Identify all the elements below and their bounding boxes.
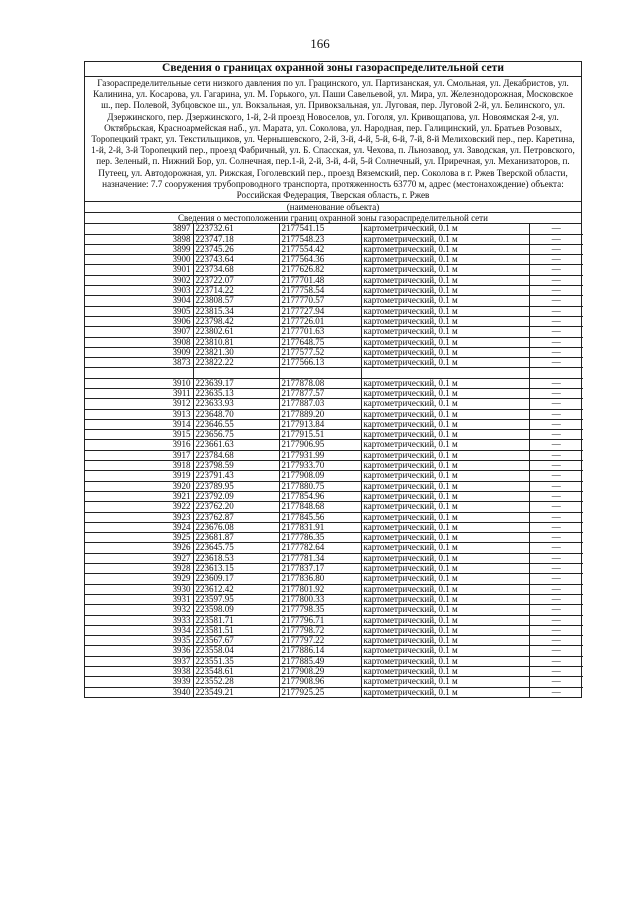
dash-cell: — [529, 461, 583, 471]
table-row [85, 553, 583, 563]
method-cell: картометрический, 0.1 м [361, 625, 529, 635]
table-row [85, 461, 583, 471]
method-cell: картометрический, 0.1 м [361, 481, 529, 491]
method-cell: картометрический, 0.1 м [361, 265, 529, 275]
y-coordinate-cell: 2177931.99 [279, 450, 361, 460]
y-coordinate-cell: 2177727.94 [279, 306, 361, 316]
dash-cell: — [529, 533, 583, 543]
y-coordinate-cell: 2177836.80 [279, 574, 361, 584]
x-coordinate-cell: 223714.22 [193, 286, 279, 296]
dash-cell: — [529, 667, 583, 677]
table-row [85, 574, 583, 584]
x-coordinate-cell: 223656.75 [193, 430, 279, 440]
table-row [85, 224, 583, 234]
table-row [85, 533, 583, 543]
dash-cell: — [529, 347, 583, 357]
method-cell: картометрический, 0.1 м [361, 615, 529, 625]
table-row [85, 255, 583, 265]
y-coordinate-cell: 2177798.72 [279, 625, 361, 635]
dash-cell: — [529, 481, 583, 491]
table-row [85, 440, 583, 450]
table-row [85, 378, 583, 388]
point-number-cell: 3916 [85, 440, 193, 450]
dash-cell: — [529, 605, 583, 615]
dash-cell: — [529, 687, 583, 697]
dash-cell: — [529, 316, 583, 326]
method-cell: картометрический, 0.1 м [361, 316, 529, 326]
point-number-cell: 3931 [85, 594, 193, 604]
point-number-cell: 3908 [85, 337, 193, 347]
x-coordinate-cell: 223798.59 [193, 461, 279, 471]
method-cell: картометрический, 0.1 м [361, 337, 529, 347]
table-row [85, 594, 583, 604]
x-coordinate-cell: 223676.08 [193, 522, 279, 532]
point-number-cell: 3930 [85, 584, 193, 594]
table-row [85, 502, 583, 512]
table-row [85, 481, 583, 491]
dash-cell: — [529, 440, 583, 450]
dash-cell: — [529, 244, 583, 254]
x-coordinate-cell: 223762.20 [193, 502, 279, 512]
point-number-cell: 3917 [85, 450, 193, 460]
point-number-cell: 3915 [85, 430, 193, 440]
point-number-cell: 3937 [85, 656, 193, 666]
point-number-cell: 3897 [85, 224, 193, 234]
x-coordinate-cell: 223745.26 [193, 244, 279, 254]
method-cell: картометрический, 0.1 м [361, 419, 529, 429]
table-row [85, 296, 583, 306]
x-coordinate-cell: 223798.42 [193, 316, 279, 326]
y-coordinate-cell: 2177915.51 [279, 430, 361, 440]
point-number-cell: 3912 [85, 399, 193, 409]
dash-cell: — [529, 234, 583, 244]
x-coordinate-cell: 223762.87 [193, 512, 279, 522]
y-coordinate-cell: 2177577.52 [279, 347, 361, 357]
x-coordinate-cell: 223633.93 [193, 399, 279, 409]
empty-cell [279, 368, 361, 378]
method-cell: картометрический, 0.1 м [361, 430, 529, 440]
dash-cell: — [529, 378, 583, 388]
table-row [85, 316, 583, 326]
dash-cell: — [529, 296, 583, 306]
method-cell: картометрический, 0.1 м [361, 234, 529, 244]
dash-cell: — [529, 543, 583, 553]
dash-cell: — [529, 265, 583, 275]
dash-cell: — [529, 636, 583, 646]
dash-cell: — [529, 419, 583, 429]
method-cell: картометрический, 0.1 м [361, 378, 529, 388]
dash-cell: — [529, 522, 583, 532]
method-cell: картометрический, 0.1 м [361, 224, 529, 234]
method-cell: картометрический, 0.1 м [361, 286, 529, 296]
dash-cell: — [529, 275, 583, 285]
x-coordinate-cell: 223661.63 [193, 440, 279, 450]
y-coordinate-cell: 2177848.68 [279, 502, 361, 512]
table-row [85, 286, 583, 296]
empty-cell [193, 368, 279, 378]
point-number-cell: 3929 [85, 574, 193, 584]
y-coordinate-cell: 2177933.70 [279, 461, 361, 471]
dash-cell: — [529, 327, 583, 337]
table-row [85, 512, 583, 522]
point-number-cell: 3927 [85, 553, 193, 563]
dash-cell: — [529, 594, 583, 604]
y-coordinate-cell: 2177889.20 [279, 409, 361, 419]
table-row [85, 543, 583, 553]
point-number-cell: 3934 [85, 625, 193, 635]
table-row [85, 646, 583, 656]
table-row [85, 584, 583, 594]
dash-cell: — [529, 255, 583, 265]
page-number: 166 [310, 36, 330, 51]
table-row [85, 327, 583, 337]
table-row [85, 430, 583, 440]
table-row [85, 450, 583, 460]
x-coordinate-cell: 223792.09 [193, 491, 279, 501]
dash-cell: — [529, 471, 583, 481]
point-number-cell: 3932 [85, 605, 193, 615]
dash-cell: — [529, 430, 583, 440]
point-number-cell: 3935 [85, 636, 193, 646]
method-cell: картометрический, 0.1 м [361, 594, 529, 604]
x-coordinate-cell: 223734.68 [193, 265, 279, 275]
method-cell: картометрический, 0.1 м [361, 244, 529, 254]
dash-cell: — [529, 553, 583, 563]
point-number-cell: 3926 [85, 543, 193, 553]
table-row [85, 388, 583, 398]
x-coordinate-cell: 223552.28 [193, 677, 279, 687]
table-row [85, 244, 583, 254]
y-coordinate-cell: 2177548.23 [279, 234, 361, 244]
table-row [85, 471, 583, 481]
dash-cell: — [529, 677, 583, 687]
x-coordinate-cell: 223791.43 [193, 471, 279, 481]
dash-cell: — [529, 625, 583, 635]
dash-cell: — [529, 615, 583, 625]
method-cell: картометрический, 0.1 м [361, 306, 529, 316]
point-number-cell: 3906 [85, 316, 193, 326]
table-row [85, 306, 583, 316]
x-coordinate-cell: 223645.75 [193, 543, 279, 553]
table-row [85, 636, 583, 646]
table-row [85, 605, 583, 615]
method-cell: картометрический, 0.1 м [361, 388, 529, 398]
method-cell: картометрический, 0.1 м [361, 533, 529, 543]
method-cell: картометрический, 0.1 м [361, 440, 529, 450]
dash-cell: — [529, 388, 583, 398]
table-row [85, 399, 583, 409]
method-cell: картометрический, 0.1 м [361, 471, 529, 481]
table-row [85, 615, 583, 625]
dash-cell: — [529, 399, 583, 409]
point-number-cell: 3910 [85, 378, 193, 388]
y-coordinate-cell: 2177782.64 [279, 543, 361, 553]
method-cell: картометрический, 0.1 м [361, 656, 529, 666]
location-subtitle: Сведения о местоположении границ охранной зоны газораспределительной сети [85, 213, 581, 224]
method-cell: картометрический, 0.1 м [361, 409, 529, 419]
table-row [85, 491, 583, 501]
y-coordinate-cell: 2177908.09 [279, 471, 361, 481]
y-coordinate-cell: 2177906.95 [279, 440, 361, 450]
y-coordinate-cell: 2177797.22 [279, 636, 361, 646]
dash-cell: — [529, 224, 583, 234]
method-cell: картометрический, 0.1 м [361, 605, 529, 615]
y-coordinate-cell: 2177854.96 [279, 491, 361, 501]
point-number-cell: 3873 [85, 358, 193, 368]
point-number-cell: 3924 [85, 522, 193, 532]
x-coordinate-cell: 223810.81 [193, 337, 279, 347]
method-cell: картометрический, 0.1 м [361, 347, 529, 357]
point-number-cell: 3913 [85, 409, 193, 419]
y-coordinate-cell: 2177925.25 [279, 687, 361, 697]
x-coordinate-cell: 223581.51 [193, 625, 279, 635]
y-coordinate-cell: 2177877.57 [279, 388, 361, 398]
method-cell: картометрический, 0.1 м [361, 296, 529, 306]
dash-cell: — [529, 502, 583, 512]
x-coordinate-cell: 223648.70 [193, 409, 279, 419]
y-coordinate-cell: 2177554.42 [279, 244, 361, 254]
x-coordinate-cell: 223551.35 [193, 656, 279, 666]
dash-cell: — [529, 646, 583, 656]
dash-cell: — [529, 358, 583, 368]
point-number-cell: 3902 [85, 275, 193, 285]
document-title: Сведения о границах охранной зоны газораспределительной сети [85, 62, 581, 77]
table-row [85, 265, 583, 275]
point-number-cell: 3940 [85, 687, 193, 697]
table-row [85, 419, 583, 429]
point-number-cell: 3938 [85, 667, 193, 677]
method-cell: картометрический, 0.1 м [361, 553, 529, 563]
method-cell: картометрический, 0.1 м [361, 491, 529, 501]
method-cell: картометрический, 0.1 м [361, 275, 529, 285]
x-coordinate-cell: 223639.17 [193, 378, 279, 388]
point-number-cell: 3918 [85, 461, 193, 471]
point-number-cell: 3903 [85, 286, 193, 296]
y-coordinate-cell: 2177831.91 [279, 522, 361, 532]
dash-cell: — [529, 584, 583, 594]
method-cell: картометрический, 0.1 м [361, 450, 529, 460]
table-row [85, 677, 583, 687]
x-coordinate-cell: 223618.53 [193, 553, 279, 563]
x-coordinate-cell: 223612.42 [193, 584, 279, 594]
dash-cell: — [529, 409, 583, 419]
point-number-cell: 3925 [85, 533, 193, 543]
x-coordinate-cell: 223681.87 [193, 533, 279, 543]
method-cell: картометрический, 0.1 м [361, 461, 529, 471]
method-cell: картометрический, 0.1 м [361, 564, 529, 574]
method-cell: картометрический, 0.1 м [361, 522, 529, 532]
method-cell: картометрический, 0.1 м [361, 687, 529, 697]
point-number-cell: 3914 [85, 419, 193, 429]
y-coordinate-cell: 2177908.96 [279, 677, 361, 687]
y-coordinate-cell: 2177908.29 [279, 667, 361, 677]
boundary-document [84, 61, 582, 698]
y-coordinate-cell: 2177837.17 [279, 564, 361, 574]
dash-cell: — [529, 656, 583, 666]
point-number-cell: 3899 [85, 244, 193, 254]
x-coordinate-cell: 223789.95 [193, 481, 279, 491]
y-coordinate-cell: 2177648.75 [279, 337, 361, 347]
point-number-cell: 3922 [85, 502, 193, 512]
table-row [85, 275, 583, 285]
method-cell: картометрический, 0.1 м [361, 399, 529, 409]
y-coordinate-cell: 2177626.82 [279, 265, 361, 275]
x-coordinate-cell: 223613.15 [193, 564, 279, 574]
table-row [85, 687, 583, 697]
method-cell: картометрический, 0.1 м [361, 358, 529, 368]
y-coordinate-cell: 2177701.48 [279, 275, 361, 285]
x-coordinate-cell: 223732.61 [193, 224, 279, 234]
x-coordinate-cell: 223815.34 [193, 306, 279, 316]
x-coordinate-cell: 223808.57 [193, 296, 279, 306]
table-row [85, 337, 583, 347]
table-row [85, 667, 583, 677]
y-coordinate-cell: 2177801.92 [279, 584, 361, 594]
dash-cell: — [529, 574, 583, 584]
point-number-cell: 3919 [85, 471, 193, 481]
method-cell: картометрический, 0.1 м [361, 667, 529, 677]
y-coordinate-cell: 2177564.36 [279, 255, 361, 265]
x-coordinate-cell: 223549.21 [193, 687, 279, 697]
y-coordinate-cell: 2177845.56 [279, 512, 361, 522]
y-coordinate-cell: 2177887.03 [279, 399, 361, 409]
point-number-cell: 3939 [85, 677, 193, 687]
y-coordinate-cell: 2177800.33 [279, 594, 361, 604]
point-number-cell: 3901 [85, 265, 193, 275]
point-number-cell: 3911 [85, 388, 193, 398]
dash-cell: — [529, 512, 583, 522]
table-row [85, 656, 583, 666]
table-row [85, 625, 583, 635]
y-coordinate-cell: 2177885.49 [279, 656, 361, 666]
point-number-cell: 3920 [85, 481, 193, 491]
x-coordinate-cell: 223747.18 [193, 234, 279, 244]
x-coordinate-cell: 223597.95 [193, 594, 279, 604]
x-coordinate-cell: 223598.09 [193, 605, 279, 615]
y-coordinate-cell: 2177701.63 [279, 327, 361, 337]
point-number-cell: 3907 [85, 327, 193, 337]
method-cell: картометрический, 0.1 м [361, 574, 529, 584]
point-number-cell: 3904 [85, 296, 193, 306]
method-cell: картометрический, 0.1 м [361, 646, 529, 656]
method-cell: картометрический, 0.1 м [361, 584, 529, 594]
x-coordinate-cell: 223722.07 [193, 275, 279, 285]
point-number-cell: 3905 [85, 306, 193, 316]
x-coordinate-cell: 223784.68 [193, 450, 279, 460]
x-coordinate-cell: 223821.30 [193, 347, 279, 357]
method-cell: картометрический, 0.1 м [361, 502, 529, 512]
point-number-cell: 3933 [85, 615, 193, 625]
table-row [85, 347, 583, 357]
dash-cell: — [529, 286, 583, 296]
y-coordinate-cell: 2177566.13 [279, 358, 361, 368]
x-coordinate-cell: 223548.61 [193, 667, 279, 677]
x-coordinate-cell: 223609.17 [193, 574, 279, 584]
method-cell: картометрический, 0.1 м [361, 636, 529, 646]
x-coordinate-cell: 223646.55 [193, 419, 279, 429]
table-spacer-row [85, 368, 583, 378]
point-number-cell: 3921 [85, 491, 193, 501]
dash-cell: — [529, 491, 583, 501]
point-number-cell: 3936 [85, 646, 193, 656]
y-coordinate-cell: 2177913.84 [279, 419, 361, 429]
y-coordinate-cell: 2177726.01 [279, 316, 361, 326]
point-number-cell: 3928 [85, 564, 193, 574]
x-coordinate-cell: 223581.71 [193, 615, 279, 625]
point-number-cell: 3898 [85, 234, 193, 244]
y-coordinate-cell: 2177798.35 [279, 605, 361, 615]
method-cell: картометрический, 0.1 м [361, 255, 529, 265]
empty-cell [85, 368, 193, 378]
x-coordinate-cell: 223558.04 [193, 646, 279, 656]
dash-cell: — [529, 337, 583, 347]
x-coordinate-cell: 223635.13 [193, 388, 279, 398]
dash-cell: — [529, 306, 583, 316]
table-row [85, 409, 583, 419]
point-number-cell: 3909 [85, 347, 193, 357]
x-coordinate-cell: 223567.67 [193, 636, 279, 646]
table-row [85, 358, 583, 368]
y-coordinate-cell: 2177758.54 [279, 286, 361, 296]
coordinates-table [85, 224, 583, 697]
point-number-cell: 3923 [85, 512, 193, 522]
method-cell: картометрический, 0.1 м [361, 543, 529, 553]
y-coordinate-cell: 2177886.14 [279, 646, 361, 656]
x-coordinate-cell: 223822.22 [193, 358, 279, 368]
dash-cell: — [529, 564, 583, 574]
object-description: Газораспределительные сети низкого давления по ул. Грацинского, ул. Партизанская, ул. Смольная, ул. Декабристов, ул. Калинина, ул. Косарова, ул. Гагарина, ул. М. Горького, ул. Паши Савельевой, ул. Мира, ул. Железнодорожная, Московское ш., пер. Полевой, Зубцовское ш., ул. Вокзальная, ул. Привокзальная, ул. Луговая, пер. Луговой 2-й, ул. Белинского, ул. Дзержинского, пер. Дзержинского, 1-й, 2-й проезд Новоселов, ул. Гоголя, ул. Кривощапова, ул. Новоямская 2-я, ул. Октябрьская, Красноармейская наб., ул. Марата, ул. Соколова, ул. Народная, пер. Галицинский, ул. Братьев Розовых, Торопецкий тракт, ул. Текстильщиков, ул. Чернышевского, 2-й, 3-й, 4-й, 5-й, 6-й, 7-й, 8-й Мелиховский пер., пер. Каретина, 1-й, 2-й, 3-й Торопецкий пер., проезд Фабричный, ул. Б. Спасская, ул. Чехова, п. Льнозавод, ул. Заводская, ул. Петровского, пер. Зеленый, п. Нижний Бор, ул. Солнечная, пер.1-й, 2-й, 3-й, 4-й, 5-й Солнечный, ул. Приречная, ул. Механизаторов, п. Путеец, ул. Автодорожная, ул. Рижская, Гоголевский пер., проезд Вяземский, пер. Соколова в г. Ржев Тверской области, назначение: 7.7 сооружения трубопроводного транспорта, протяженность 63770 м, адрес (местонахождение) объекта: Российская Федерация, Тверская область, г. Ржев [85, 77, 581, 202]
method-cell: картометрический, 0.1 м [361, 512, 529, 522]
empty-cell [361, 368, 529, 378]
y-coordinate-cell: 2177880.75 [279, 481, 361, 491]
table-row [85, 522, 583, 532]
dash-cell: — [529, 450, 583, 460]
object-name-caption: (наименование объекта) [85, 202, 581, 213]
y-coordinate-cell: 2177878.08 [279, 378, 361, 388]
coordinates-table-body [85, 224, 583, 697]
y-coordinate-cell: 2177770.57 [279, 296, 361, 306]
x-coordinate-cell: 223802.61 [193, 327, 279, 337]
x-coordinate-cell: 223743.64 [193, 255, 279, 265]
method-cell: картометрический, 0.1 м [361, 677, 529, 687]
y-coordinate-cell: 2177786.35 [279, 533, 361, 543]
empty-cell [529, 368, 583, 378]
table-row [85, 234, 583, 244]
table-row [85, 564, 583, 574]
point-number-cell: 3900 [85, 255, 193, 265]
y-coordinate-cell: 2177781.34 [279, 553, 361, 563]
y-coordinate-cell: 2177541.15 [279, 224, 361, 234]
y-coordinate-cell: 2177796.71 [279, 615, 361, 625]
method-cell: картометрический, 0.1 м [361, 327, 529, 337]
